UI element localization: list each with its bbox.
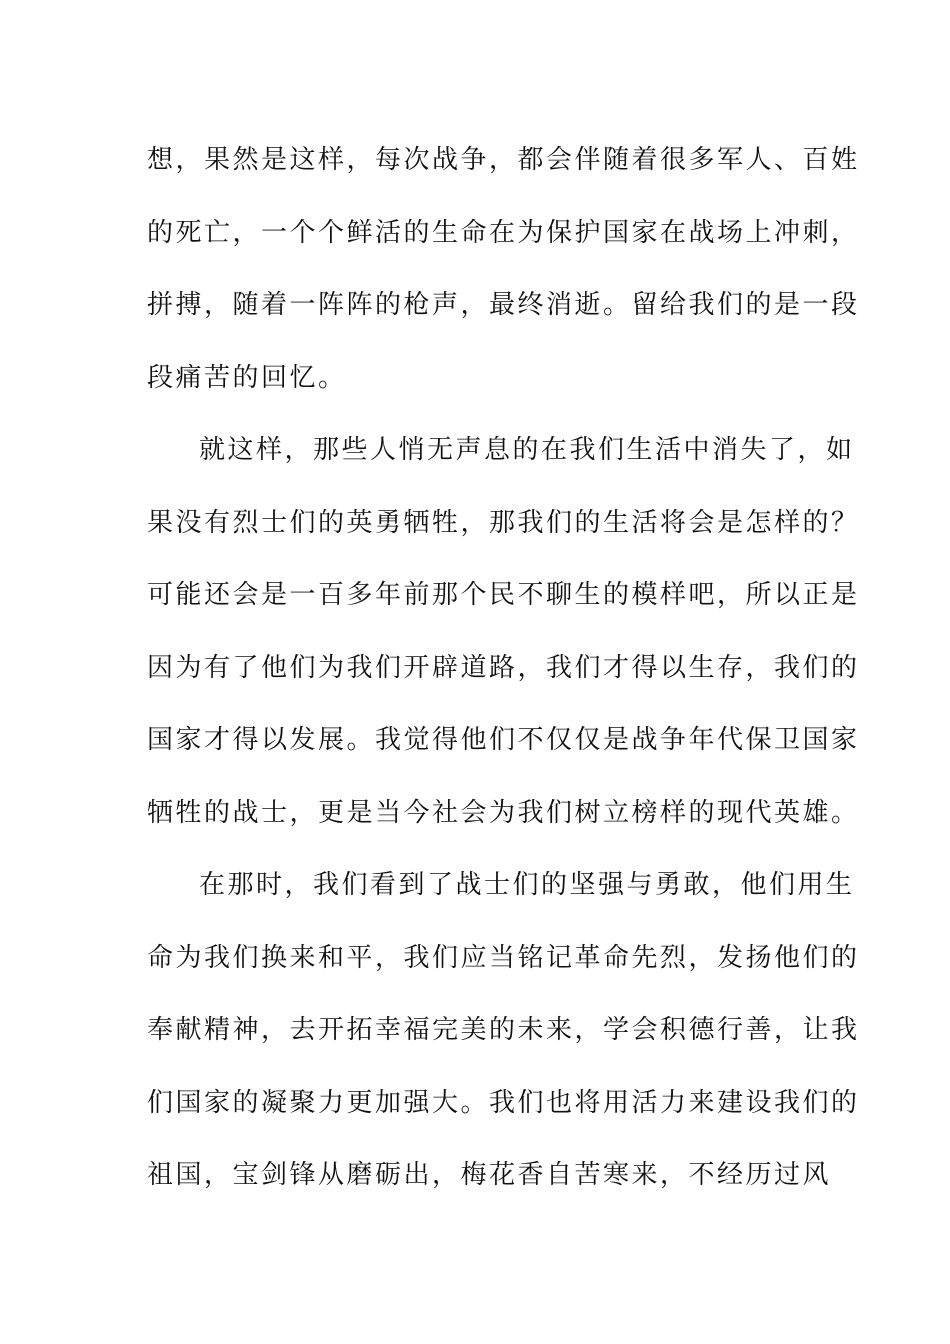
- text-line: 奉献精神，去开拓幸福完美的未来，学会积德行善，让我: [147, 1015, 860, 1045]
- text-line: 想，果然是这样，每次战争，都会伴随着很多军人、百姓: [147, 145, 860, 175]
- text-line: 拼搏，随着一阵阵的枪声，最终消逝。留给我们的是一段: [147, 290, 860, 320]
- paragraph-first-line: 在那时，我们看到了战士们的坚强与勇敢，他们用生: [199, 870, 855, 900]
- text-line: 因为有了他们为我们开辟道路，我们才得以生存，我们的: [147, 652, 860, 683]
- text-line: 们国家的凝聚力更加强大。我们也将用活力来建设我们的: [147, 1087, 860, 1118]
- text-line: 国家才得以发展。我觉得他们不仅仅是战争年代保卫国家: [147, 725, 860, 755]
- text-line: 的死亡，一个个鲜活的生命在为保护国家在战场上冲刺，: [147, 217, 860, 248]
- text-line: 祖国，宝剑锋从磨砺出，梅花香自苦寒来，不经历过风: [147, 1160, 832, 1190]
- text-line: 果没有烈士们的英勇牺牲，那我们的生活将会是怎样的？: [147, 507, 860, 538]
- body-text: [147, 124, 860, 1212]
- paragraph-first-line: 就这样，那些人悄无声息的在我们生活中消失了，如: [199, 435, 855, 465]
- text-line: 牺牲的战士，更是当今社会为我们树立榜样的现代英雄。: [147, 797, 860, 828]
- text-line: 段痛苦的回忆。: [147, 362, 347, 393]
- text-line: 可能还会是一百多年前那个民不聊生的模样吧，所以正是: [147, 580, 860, 610]
- text-line: 命为我们换来和平，我们应当铭记革命先烈，发扬他们的: [147, 942, 860, 973]
